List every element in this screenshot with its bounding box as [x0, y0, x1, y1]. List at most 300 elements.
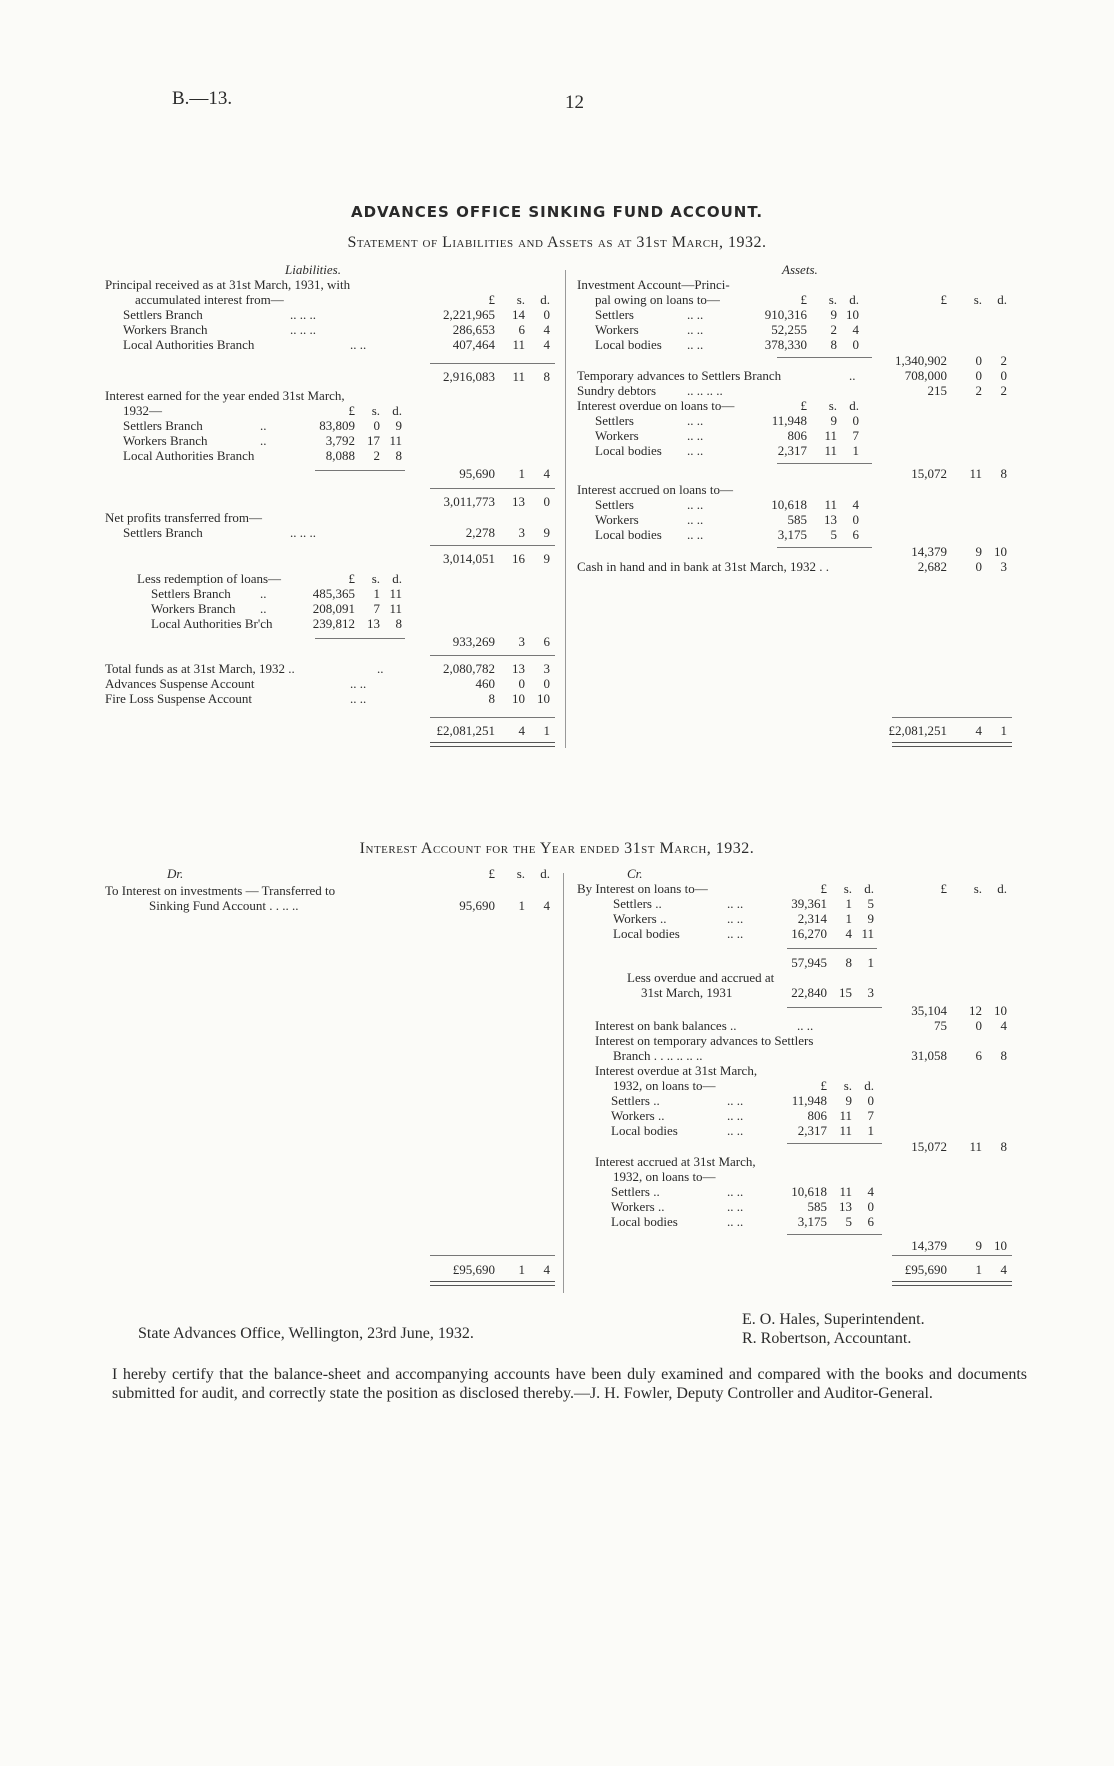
- amount-pence: 9: [395, 418, 402, 433]
- row-label: Local bodies: [595, 527, 662, 542]
- amount-shillings: 9: [830, 307, 837, 322]
- sum-rule: [430, 717, 555, 718]
- ledger-row: [577, 337, 1032, 352]
- amount-shillings: 4: [518, 723, 525, 738]
- amount-shillings: 0: [975, 353, 982, 368]
- leader-dots: .. ..: [350, 691, 367, 706]
- ledger-row: [577, 383, 1032, 398]
- ledger-row: [577, 443, 1032, 458]
- leader-dots: .. .. ..: [290, 322, 316, 337]
- amount-pounds: 95,690: [459, 898, 495, 913]
- amount-pence: 8: [395, 448, 402, 463]
- amount-shillings: 0: [975, 368, 982, 383]
- amount-pence: 4: [867, 1184, 874, 1199]
- amount-pounds: £2,081,251: [436, 723, 495, 738]
- ledger-row: [577, 911, 1032, 926]
- amount-shillings: 9: [845, 1093, 852, 1108]
- amount-pence: 6: [867, 1214, 874, 1229]
- amount-pounds: 2,317: [797, 1123, 827, 1138]
- row-label: Branch . . .. .. .. ..: [613, 1048, 703, 1063]
- principal-heading: Principal received as at 31st March, 1931, with: [105, 277, 351, 292]
- amount-pence: 5: [867, 896, 874, 911]
- amount-pounds: 2,314: [797, 911, 827, 926]
- ledger-row: [105, 661, 565, 676]
- subtotal-row: [105, 551, 565, 566]
- amount-pounds: 1,340,902: [895, 353, 947, 368]
- amount-pounds: 806: [807, 1108, 827, 1123]
- row-label: Interest on bank balances ..: [595, 1018, 737, 1033]
- row-label: Cash in hand and in bank at 31st March, 1932 . .: [577, 559, 830, 574]
- ledger-row: [577, 1123, 1032, 1138]
- row-label: Temporary advances to Settlers Branch: [577, 368, 782, 383]
- amount-pence: 11: [861, 926, 874, 941]
- leader-dots: ..: [260, 586, 267, 601]
- row-label: Workers Branch: [151, 601, 236, 616]
- shilling-heading: s.: [828, 398, 837, 413]
- amount-shillings: 11: [839, 1123, 852, 1138]
- amount-pence: 11: [389, 601, 402, 616]
- overdue-total-row: [577, 1139, 1032, 1154]
- amount-pence: 2: [1000, 353, 1007, 368]
- shilling-heading: s.: [371, 403, 380, 418]
- credit-side: [577, 866, 1032, 1306]
- amount-pounds: 8: [488, 691, 495, 706]
- ledger-row: [577, 428, 1032, 443]
- amount-shillings: 5: [845, 1214, 852, 1229]
- debit-side: [105, 866, 565, 1306]
- redemption-heading: Less redemption of loans—: [137, 571, 282, 586]
- ledger-row: [577, 926, 1032, 941]
- amount-shillings: 11: [512, 369, 525, 384]
- amount-pence: 1: [1000, 723, 1007, 738]
- row-label: Settlers ..: [611, 1093, 660, 1108]
- amount-pence: 0: [867, 1199, 874, 1214]
- row-label: Local bodies: [613, 926, 680, 941]
- amount-pounds: 8,088: [325, 448, 355, 463]
- pence-heading: d.: [392, 403, 402, 418]
- subtotal-row: [105, 494, 565, 509]
- sum-rule: [430, 545, 555, 546]
- amount-pounds: 14,379: [911, 1238, 947, 1253]
- row-label: Settlers Branch: [123, 525, 203, 540]
- amount-pence: 7: [867, 1108, 874, 1123]
- amount-shillings: 1: [845, 896, 852, 911]
- amount-shillings: 17: [367, 433, 380, 448]
- sum-rule: [430, 363, 555, 364]
- ledger-row: [577, 1018, 1032, 1033]
- amount-pounds: 16,270: [791, 926, 827, 941]
- amount-pence: 10: [846, 307, 859, 322]
- amount-pence: 10: [994, 544, 1007, 559]
- leader-dots: ..: [260, 418, 267, 433]
- overdue-heading: Interest overdue at 31st March,: [595, 1063, 758, 1078]
- investment-heading: Investment Account—Princi-: [577, 277, 730, 292]
- amount-pence: 4: [543, 322, 550, 337]
- leader-dots: .. ..: [350, 676, 367, 691]
- ledger-row: [577, 1048, 1032, 1063]
- row-label: Sundry debtors: [577, 383, 657, 398]
- sum-rule: [430, 488, 555, 489]
- assets-heading: Assets.: [782, 262, 818, 277]
- amount-shillings: 4: [975, 723, 982, 738]
- leader-dots: .. ..: [687, 413, 704, 428]
- row-label: Settlers ..: [611, 1184, 660, 1199]
- dr-entry-row: [105, 898, 565, 913]
- amount-pence: 4: [1000, 1262, 1007, 1277]
- leader-dots: ..: [260, 433, 267, 448]
- row-label: Workers ..: [611, 1108, 665, 1123]
- amount-pounds: 208,091: [312, 601, 355, 616]
- amount-shillings: 0: [975, 1018, 982, 1033]
- shilling-heading: s.: [973, 292, 982, 307]
- sum-rule: [430, 1255, 555, 1256]
- amount-pounds: 2,916,083: [443, 369, 495, 384]
- amount-pounds: 2,682: [917, 559, 947, 574]
- shilling-heading: s.: [516, 292, 525, 307]
- row-label: Local Authorities Branch: [123, 448, 255, 463]
- ledger-row: [105, 676, 565, 691]
- leader-dots: .. ..: [687, 322, 704, 337]
- amount-shillings: 2: [975, 383, 982, 398]
- ledger-row: [577, 413, 1032, 428]
- statement-subtitle: Statement of Liabilities and Assets as at 31st March, 1932.: [347, 234, 767, 251]
- ledger-row: [105, 525, 565, 540]
- leader-dots: ..: [849, 368, 856, 383]
- pence-heading: d.: [864, 881, 874, 896]
- assets-section: [577, 262, 1032, 762]
- amount-pounds: 215: [927, 383, 947, 398]
- accrued-subheading: 1932, on loans to—: [613, 1169, 716, 1184]
- interest-earned-heading: Interest earned for the year ended 31st March,: [105, 388, 345, 403]
- row-label: Fire Loss Suspense Account: [105, 691, 252, 706]
- column-divider: [565, 270, 566, 748]
- amount-shillings: 11: [512, 337, 525, 352]
- pence-heading: d.: [997, 881, 1007, 896]
- amount-pence: 0: [543, 676, 550, 691]
- row-label: Workers ..: [611, 1199, 665, 1214]
- amount-pence: 0: [852, 413, 859, 428]
- amount-pence: 10: [994, 1238, 1007, 1253]
- ledger-row: [105, 448, 565, 463]
- ledger-row: [577, 1093, 1032, 1108]
- row-label: Settlers Branch: [123, 307, 203, 322]
- sum-rule: [892, 1255, 1012, 1256]
- amount-pounds: 2,317: [777, 443, 807, 458]
- liabilities-section: [105, 262, 565, 762]
- amount-pounds: 3,175: [797, 1214, 827, 1229]
- amount-pence: 3: [867, 985, 874, 1000]
- row-label: Settlers: [595, 413, 634, 428]
- row-label: Local bodies: [611, 1214, 678, 1229]
- leader-dots: ..: [377, 661, 384, 676]
- leader-dots: .. ..: [727, 1123, 744, 1138]
- amount-shillings: 1: [518, 1262, 525, 1277]
- amount-shillings: 11: [824, 428, 837, 443]
- amount-pence: 1: [867, 1123, 874, 1138]
- amount-pounds: 10,618: [791, 1184, 827, 1199]
- shilling-heading: s.: [843, 881, 852, 896]
- sum-rule: [777, 463, 872, 464]
- pence-heading: d.: [540, 866, 550, 881]
- ledger-row: [577, 1199, 1032, 1214]
- double-rule: [430, 1281, 555, 1286]
- row-label: Local Authorities Br'ch: [151, 616, 273, 631]
- row-label: Advances Suspense Account: [105, 676, 255, 691]
- pence-heading: d.: [392, 571, 402, 586]
- cr-heading: Cr.: [627, 866, 643, 881]
- amount-pence: 0: [852, 337, 859, 352]
- amount-pence: 1: [867, 955, 874, 970]
- amount-shillings: 9: [830, 413, 837, 428]
- amount-shillings: 13: [824, 512, 837, 527]
- sum-rule: [892, 717, 1012, 718]
- principal-subheading: accumulated interest from—: [135, 292, 284, 307]
- amount-pounds: 2,080,782: [443, 661, 495, 676]
- pence-heading: d.: [864, 1078, 874, 1093]
- amount-pounds: 485,365: [312, 586, 355, 601]
- amount-shillings: 10: [512, 691, 525, 706]
- ledger-row: [577, 527, 1032, 542]
- amount-pence: 4: [852, 497, 859, 512]
- investment-subheading: pal owing on loans to—: [595, 292, 720, 307]
- amount-shillings: 0: [518, 676, 525, 691]
- amount-pounds: 83,809: [319, 418, 355, 433]
- pound-heading: £: [800, 398, 807, 413]
- row-label: Settlers ..: [613, 896, 662, 911]
- amount-pence: 8: [543, 369, 550, 384]
- row-label: Settlers Branch: [123, 418, 203, 433]
- amount-pounds: 3,014,051: [443, 551, 495, 566]
- amount-shillings: 2: [373, 448, 380, 463]
- overdue-total-row: [577, 466, 1032, 481]
- amount-pounds: 378,330: [764, 337, 807, 352]
- amount-pounds: 3,792: [325, 433, 355, 448]
- shilling-heading: s.: [843, 1078, 852, 1093]
- amount-pounds: £2,081,251: [888, 723, 947, 738]
- superintendent-signature: E. O. Hales, Superintendent.: [742, 1311, 925, 1328]
- amount-pence: 0: [543, 494, 550, 509]
- subtotal-row: [577, 955, 1032, 970]
- leader-dots: .. ..: [687, 512, 704, 527]
- net-profits-heading: Net profits transferred from—: [105, 510, 263, 525]
- liabilities-heading: Liabilities.: [285, 262, 341, 277]
- amount-pence: 4: [852, 322, 859, 337]
- amount-shillings: 14: [512, 307, 525, 322]
- ledger-row: [105, 322, 565, 337]
- sum-rule: [787, 948, 877, 949]
- leader-dots: .. ..: [687, 443, 704, 458]
- amount-shillings: 9: [975, 544, 982, 559]
- amount-shillings: 1: [518, 466, 525, 481]
- amount-shillings: 2: [830, 322, 837, 337]
- leader-dots: .. ..: [727, 1108, 744, 1123]
- amount-pounds: £95,690: [452, 1262, 495, 1277]
- amount-pounds: 95,690: [459, 466, 495, 481]
- double-rule: [892, 1281, 1012, 1286]
- amount-shillings: 6: [518, 322, 525, 337]
- amount-pence: 10: [994, 1003, 1007, 1018]
- leader-dots: .. ..: [350, 337, 367, 352]
- amount-pence: 11: [389, 586, 402, 601]
- row-label: Local bodies: [595, 443, 662, 458]
- amount-pounds: 585: [807, 1199, 827, 1214]
- column-divider: [563, 873, 564, 1293]
- ledger-row: [577, 1184, 1032, 1199]
- ledger-row: [105, 418, 565, 433]
- amount-pence: 4: [1000, 1018, 1007, 1033]
- leader-dots: .. ..: [687, 428, 704, 443]
- amount-pounds: 407,464: [452, 337, 495, 352]
- overdue-subheading: 1932, on loans to—: [613, 1078, 716, 1093]
- row-label: Total funds as at 31st March, 1932 ..: [105, 661, 295, 676]
- amount-pence: 3: [1000, 559, 1007, 574]
- amount-shillings: 13: [839, 1199, 852, 1214]
- amount-pounds: 52,255: [771, 322, 807, 337]
- amount-pounds: 286,653: [452, 322, 495, 337]
- amount-pence: 0: [867, 1093, 874, 1108]
- amount-pounds: 910,316: [764, 307, 807, 322]
- leader-dots: .. .. .. ..: [687, 383, 723, 398]
- pound-heading: £: [820, 881, 827, 896]
- pound-heading: £: [800, 292, 807, 307]
- amount-pence: 7: [852, 428, 859, 443]
- dr-total-row: [105, 1262, 565, 1277]
- amount-pence: 0: [1000, 368, 1007, 383]
- row-label: Local bodies: [595, 337, 662, 352]
- amount-pounds: 11,948: [771, 413, 807, 428]
- row-label: Workers: [595, 322, 639, 337]
- leader-dots: .. ..: [727, 1199, 744, 1214]
- amount-shillings: 0: [373, 418, 380, 433]
- amount-shillings: 0: [975, 559, 982, 574]
- overdue-heading: Interest overdue on loans to—: [577, 398, 735, 413]
- amount-pounds: 75: [934, 1018, 947, 1033]
- ledger-row: [105, 433, 565, 448]
- pound-heading: £: [348, 571, 355, 586]
- amount-shillings: 13: [512, 661, 525, 676]
- amount-pence: 9: [543, 525, 550, 540]
- dr-heading: Dr.: [167, 866, 184, 881]
- ledger-row: [577, 512, 1032, 527]
- leader-dots: .. ..: [727, 1184, 744, 1199]
- investment-total-row: [577, 353, 1032, 368]
- amount-shillings: 8: [830, 337, 837, 352]
- pound-heading: £: [820, 1078, 827, 1093]
- amount-pounds: 31,058: [911, 1048, 947, 1063]
- pound-heading: £: [488, 866, 495, 881]
- leader-dots: .. .. ..: [290, 525, 316, 540]
- leader-dots: .. ..: [727, 911, 744, 926]
- amount-shillings: 7: [373, 601, 380, 616]
- shilling-heading: s.: [973, 881, 982, 896]
- amount-pence: 11: [389, 433, 402, 448]
- double-rule: [892, 742, 1012, 747]
- amount-pence: 4: [543, 1262, 550, 1277]
- amount-pounds: 15,072: [911, 466, 947, 481]
- pence-heading: d.: [540, 292, 550, 307]
- amount-pence: 0: [543, 307, 550, 322]
- grand-total-row: [105, 723, 565, 738]
- grand-total-row: [577, 723, 1032, 738]
- amount-pounds: 933,269: [452, 634, 495, 649]
- sum-rule: [787, 1234, 882, 1235]
- leader-dots: ..: [260, 601, 267, 616]
- amount-shillings: 1: [373, 586, 380, 601]
- row-label: Workers: [595, 512, 639, 527]
- amount-pence: 4: [543, 898, 550, 913]
- amount-pence: 4: [543, 466, 550, 481]
- amount-pence: 6: [852, 527, 859, 542]
- amount-pence: 8: [395, 616, 402, 631]
- row-label: Workers ..: [613, 911, 667, 926]
- leader-dots: .. .. ..: [290, 307, 316, 322]
- amount-shillings: 12: [969, 1003, 982, 1018]
- accrued-total-row: [577, 544, 1032, 559]
- amount-shillings: 1: [518, 898, 525, 913]
- amount-pounds: 239,812: [312, 616, 355, 631]
- pound-heading: £: [348, 403, 355, 418]
- amount-pounds: 11,948: [791, 1093, 827, 1108]
- amount-pounds: £95,690: [904, 1262, 947, 1277]
- net-interest-row: [577, 1003, 1032, 1018]
- subtotal-row: [105, 369, 565, 384]
- ledger-row: [577, 985, 1032, 1000]
- amount-shillings: 11: [824, 497, 837, 512]
- leader-dots: .. ..: [687, 527, 704, 542]
- amount-pence: 1: [543, 723, 550, 738]
- ledger-row: [577, 896, 1032, 911]
- row-label: Workers Branch: [123, 322, 208, 337]
- amount-pence: 8: [1000, 466, 1007, 481]
- leader-dots: .. ..: [727, 1214, 744, 1229]
- document-reference: B.—13.: [172, 88, 233, 109]
- amount-pence: 9: [867, 911, 874, 926]
- ledger-row: [105, 586, 565, 601]
- ledger-row: [105, 337, 565, 352]
- double-rule: [430, 742, 555, 747]
- amount-shillings: 5: [830, 527, 837, 542]
- ledger-row: [577, 559, 1032, 574]
- amount-pounds: 10,618: [771, 497, 807, 512]
- audit-certification: I hereby certify that the balance-sheet and accompanying accounts have been duly examined and compared with the books and documents submitted for audit, and correctly state the position as disclosed thereby.—J. H. Fowler, Deputy Controller and Auditor-General.: [112, 1366, 1027, 1402]
- leader-dots: .. ..: [727, 1093, 744, 1108]
- cr-total-row: [577, 1262, 1032, 1277]
- leader-dots: .. ..: [687, 307, 704, 322]
- amount-shillings: 1: [975, 1262, 982, 1277]
- pound-heading: £: [940, 881, 947, 896]
- ledger-row: [577, 307, 1032, 322]
- amount-pence: 10: [537, 691, 550, 706]
- ledger-row: [105, 691, 565, 706]
- redemption-total-row: [105, 634, 565, 649]
- accountant-signature: R. Robertson, Accountant.: [742, 1330, 912, 1347]
- accrued-heading: Interest accrued at 31st March,: [595, 1154, 756, 1169]
- ledger-row: [577, 1214, 1032, 1229]
- shilling-heading: s.: [516, 866, 525, 881]
- pound-heading: £: [488, 292, 495, 307]
- amount-pounds: 57,945: [791, 955, 827, 970]
- amount-shillings: 11: [839, 1108, 852, 1123]
- amount-pence: 8: [1000, 1048, 1007, 1063]
- amount-pounds: 39,361: [791, 896, 827, 911]
- leader-dots: .. ..: [727, 926, 744, 941]
- leader-dots: .. ..: [687, 497, 704, 512]
- amount-pounds: 2,221,965: [443, 307, 495, 322]
- amount-pounds: 806: [787, 428, 807, 443]
- amount-shillings: 15: [839, 985, 852, 1000]
- amount-pounds: 708,000: [904, 368, 947, 383]
- row-label: Workers: [595, 428, 639, 443]
